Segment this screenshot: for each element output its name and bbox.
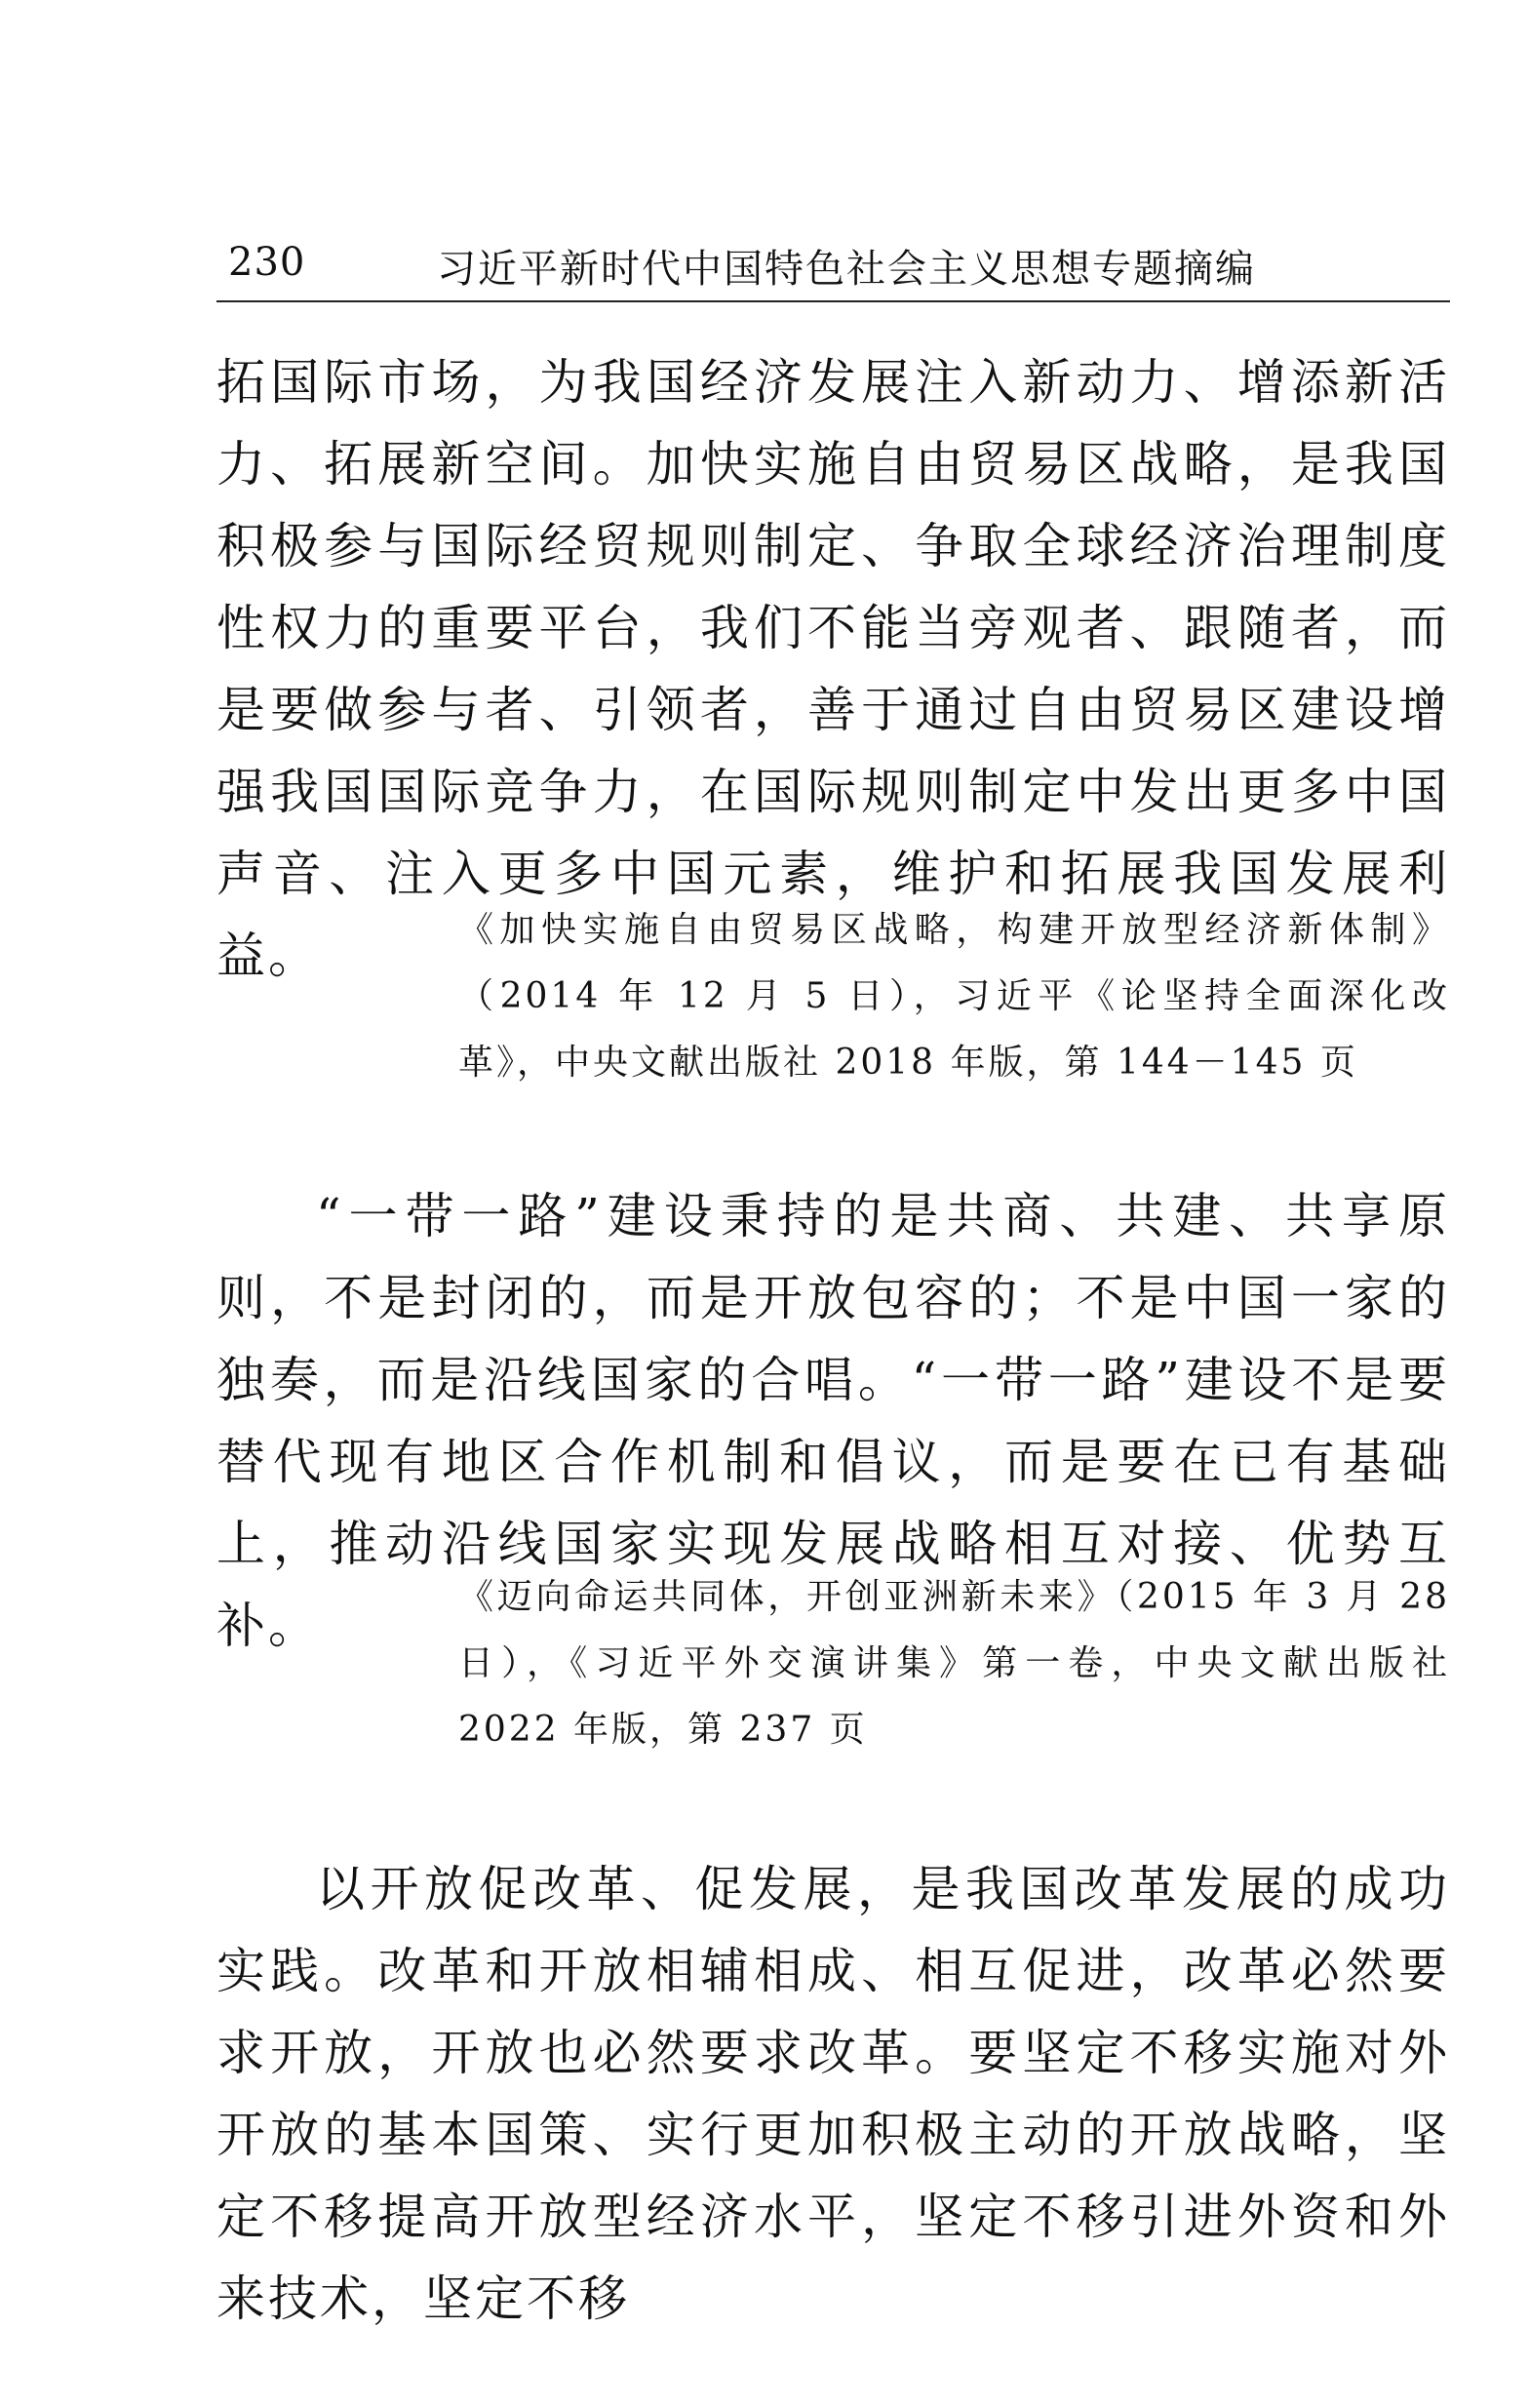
passage-3-text: 以开放促改革、促发展，是我国改革发展的成功实践。改革和开放相辅相成、相互促进，改革必然要求开放，开放也必然要求改革。要坚定不移实施对外开放的基本国策、实行更加积极主动的开放战略，坚定不移提高开放型经济水平，坚定不移引进外资和外来技术，坚定不移 bbox=[216, 1861, 1450, 2327]
passage-2-citation: 《迈向命运共同体，开创亚洲新未来》（2015 年 3 月 28 日），《习近平外交演讲集》第一卷，中央文献出版社 2022 年版，第 237 页 bbox=[458, 1577, 1450, 1750]
passage-1-citation: 《加快实施自由贸易区战略，构建开放型经济新体制》（2014 年 12 月 5 日），习近平《论坚持全面深化改革》，中央文献出版社 2018 年版，第 144－145 页 bbox=[458, 910, 1450, 1083]
page-number: 230 bbox=[228, 240, 306, 285]
running-title: 习近平新时代中国特色社会主义思想专题摘编 bbox=[437, 247, 1256, 292]
passage-1-text: 拓国际市场，为我国经济发展注入新动力、增添新活力、拓展新空间。加快实施自由贸易区战略，是我国积极参与国际经贸规则制定、争取全球经济治理制度性权力的重要平台，我们不能当旁观者、跟随者，而是要做参与者、引领者，善于通过自由贸易区建设增强我国国际竞争力，在国际规则制定中发出更多中国声音、注入更多中国元素，维护和拓展我国发展利益。 bbox=[216, 354, 1450, 984]
page-header bbox=[216, 226, 1450, 302]
passage-2-text: “一带一路”建设秉持的是共商、共建、共享原则，不是封闭的，而是开放包容的；不是中国一家的独奏，而是沿线国家的合唱。“一带一路”建设不是要替代现有地区合作机制和倡议，而是要在已有基础上，推动沿线国家实现发展战略相互对接、优势互补。 bbox=[216, 1188, 1450, 1654]
